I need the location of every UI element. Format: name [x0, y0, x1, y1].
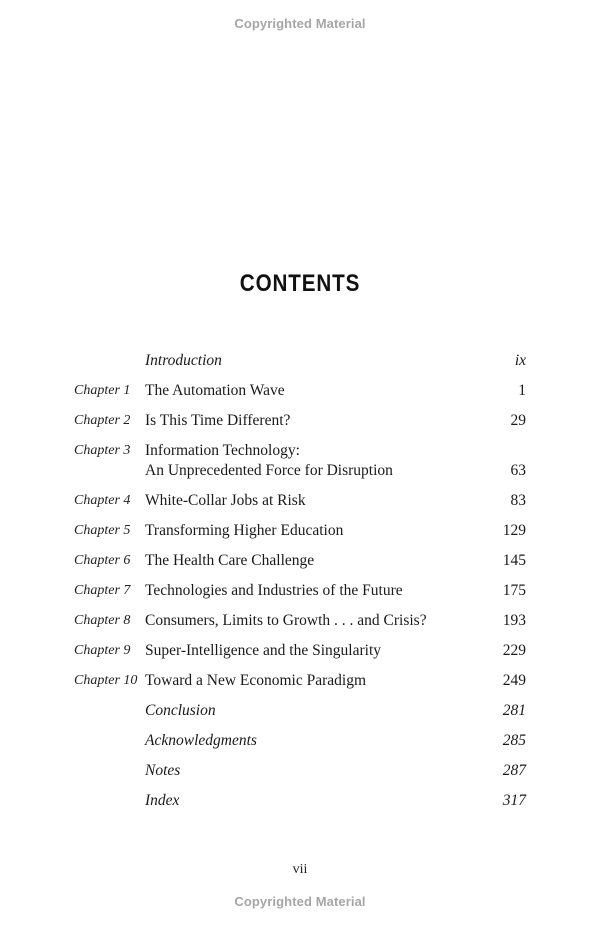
toc-entry-chapter-8[interactable] [0, 608, 600, 638]
page-number: 193 [502, 612, 526, 629]
toc-entry-chapter-1[interactable] [0, 378, 600, 408]
toc-entry-chapter-9[interactable] [0, 638, 600, 668]
entry-title: Is This Time Different? [145, 412, 291, 429]
table-of-contents [0, 348, 600, 818]
chapter-number: Chapter 9 [74, 643, 131, 658]
chapter-number: Chapter 3 [74, 443, 131, 458]
chapter-number: Chapter 5 [74, 523, 131, 538]
toc-entry-chapter-5[interactable] [0, 518, 600, 548]
folio-page-number: vii [292, 862, 308, 877]
toc-entry-introduction[interactable] [0, 348, 600, 378]
page-number: 287 [502, 762, 526, 779]
page-number: 1 [518, 382, 526, 399]
entry-title: The Health Care Challenge [145, 552, 315, 569]
page-number: 249 [502, 672, 526, 689]
page-number: 229 [502, 642, 526, 659]
chapter-number: Chapter 10 [74, 673, 138, 688]
chapter-number: Chapter 6 [74, 553, 131, 568]
toc-entry-chapter-2[interactable] [0, 408, 600, 438]
toc-entry-conclusion[interactable] [0, 698, 600, 728]
entry-title: Transforming Higher Education [145, 522, 344, 539]
page-number: 281 [502, 702, 526, 719]
entry-title: Notes [145, 762, 181, 779]
chapter-number: Chapter 2 [74, 413, 131, 428]
page-number: 145 [502, 552, 526, 569]
toc-entry-acknowledgments[interactable] [0, 728, 600, 758]
page-number: 63 [510, 462, 526, 479]
entry-title: Toward a New Economic Paradigm [145, 672, 367, 689]
entry-title: Technologies and Industries of the Future [145, 582, 403, 599]
entry-title: Acknowledgments [145, 732, 257, 749]
page-number: 317 [502, 792, 526, 809]
chapter-number: Chapter 1 [74, 383, 131, 398]
toc-entry-chapter-6[interactable] [0, 548, 600, 578]
entry-title-line-1: Information Technology: [145, 442, 300, 459]
page-number: 285 [502, 732, 526, 749]
toc-entry-chapter-4[interactable] [0, 488, 600, 518]
toc-entry-chapter-3[interactable] [0, 438, 600, 488]
chapter-number: Chapter 8 [74, 613, 131, 628]
entry-title: Conclusion [145, 702, 216, 719]
copyright-watermark-top: Copyrighted Material [234, 16, 366, 31]
entry-title [145, 441, 465, 481]
copyright-watermark-bottom: Copyrighted Material [234, 894, 366, 909]
page-number: ix [514, 352, 526, 369]
page-title: CONTENTS [239, 270, 361, 297]
chapter-number: Chapter 4 [74, 493, 131, 508]
entry-title: Index [145, 792, 180, 809]
toc-entry-chapter-7[interactable] [0, 578, 600, 608]
entry-title: Super-Intelligence and the Singularity [145, 642, 381, 659]
entry-title: The Automation Wave [145, 382, 285, 399]
page-number: 83 [510, 492, 526, 509]
entry-title: White-Collar Jobs at Risk [145, 492, 306, 509]
chapter-number: Chapter 7 [74, 583, 131, 598]
toc-entry-chapter-10[interactable] [0, 668, 600, 698]
page-number: 175 [502, 582, 526, 599]
toc-entry-index[interactable] [0, 788, 600, 818]
entry-title: Introduction [145, 352, 222, 369]
page-number: 129 [502, 522, 526, 539]
entry-title: Consumers, Limits to Growth . . . and Crisis? [145, 612, 427, 629]
page-number: 29 [510, 412, 526, 429]
entry-title-line-2: An Unprecedented Force for Disruption [145, 462, 393, 479]
toc-entry-notes[interactable] [0, 758, 600, 788]
